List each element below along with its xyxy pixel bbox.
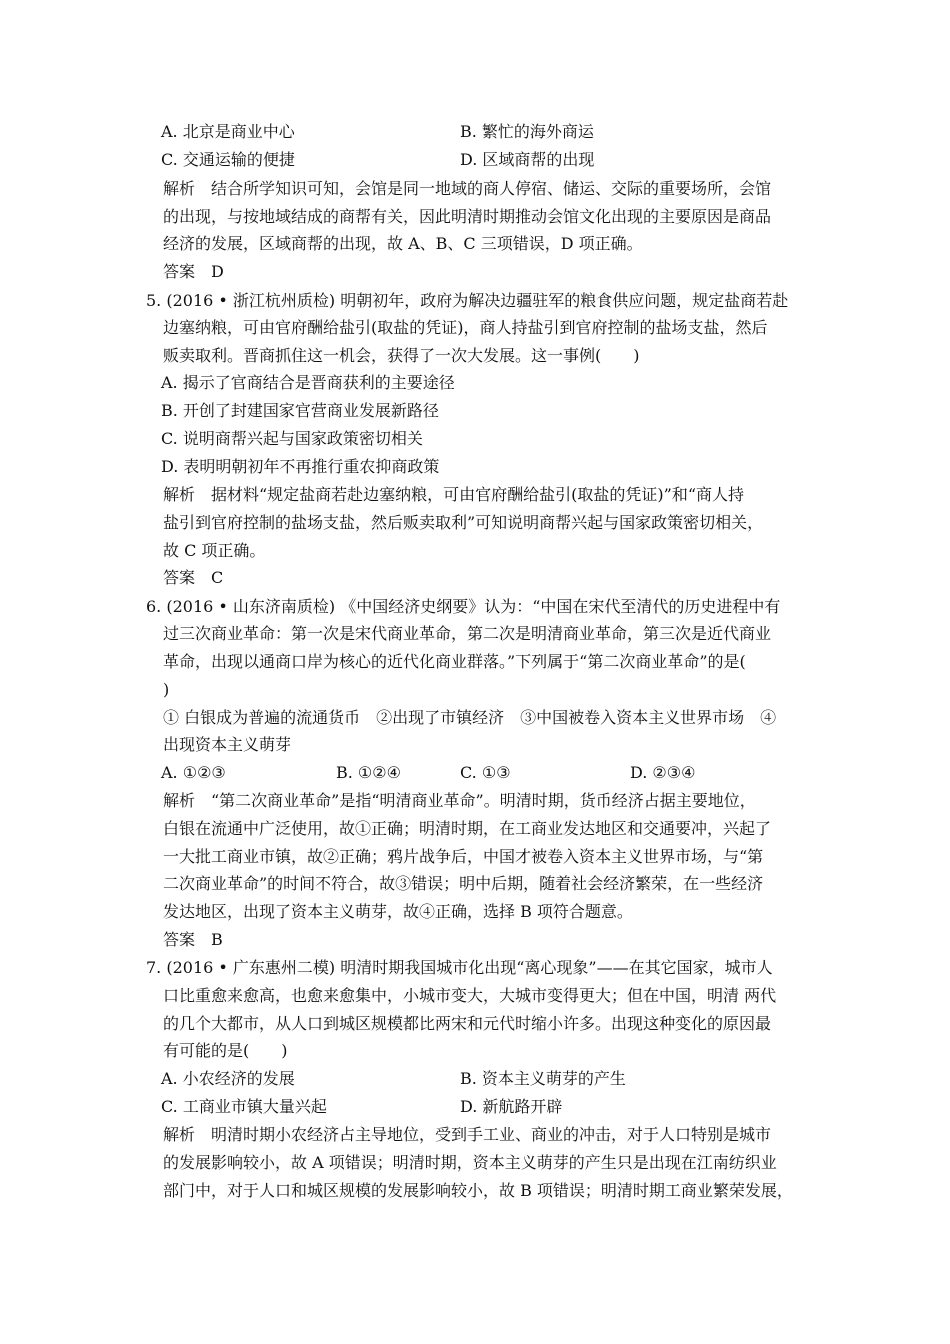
q7-explanation-line: 部门中，对于人口和城区规模的发展影响较小，故 B 项错误；明清时期工商业繁荣发展， — [163, 1181, 793, 1200]
q5-stem-line: 贩卖取利。晋商抓住这一机会，获得了一次大发展。这一事例( ) — [163, 346, 640, 365]
q6-option-b: B. ①②④ — [336, 763, 401, 782]
q7-option-d: D. 新航路开辟 — [460, 1097, 563, 1116]
q6-explanation-line: 发达地区，出现了资本主义萌芽，故④正确，选择 B 项符合题意。 — [163, 902, 633, 921]
q7-option-b: B. 资本主义萌芽的产生 — [460, 1069, 626, 1088]
q4-explanation-line: 经济的发展，区域商帮的出现，故 A、B、C 三项错误，D 项正确。 — [163, 234, 643, 253]
q4-option-d: D. 区域商帮的出现 — [460, 150, 595, 169]
q6-explanation-line: 解析 “第二次商业革命”是指“明清商业革命”。明清时期，货币经济占据主要地位， — [163, 791, 756, 810]
q6-stem-line: 6. (2016 • 山东济南质检) 《中国经济史纲要》认为：“中国在宋代至清代的历史进程中有 — [146, 597, 781, 616]
q5-stem-line: 边塞纳粮，可由官府酬给盐引(取盐的凭证)，商人持盐引到官府控制的盐场支盐，然后 — [163, 318, 768, 337]
q6-stem-line: 革命，出现以通商口岸为核心的近代化商业群落。”下列属于“第二次商业革命”的是( — [163, 652, 746, 671]
q4-option-b: B. 繁忙的海外商运 — [460, 122, 594, 141]
q4-option-c: C. 交通运输的便捷 — [161, 150, 295, 169]
q7-option-a: A. 小农经济的发展 — [161, 1069, 295, 1088]
q5-explanation-line: 盐引到官府控制的盐场支盐，然后贩卖取利”可知说明商帮兴起与国家政策密切相关， — [163, 513, 764, 532]
q6-option-d: D. ②③④ — [630, 763, 696, 782]
q5-stem-line: 5. (2016 • 浙江杭州质检) 明朝初年，政府为解决边疆驻军的粮食供应问题，规定盐商若赴 — [146, 291, 789, 310]
q7-option-c: C. 工商业市镇大量兴起 — [161, 1097, 327, 1116]
q6-answer: 答案 B — [163, 930, 223, 949]
q5-option-d: D. 表明明朝初年不再推行重农抑商政策 — [161, 457, 440, 476]
q6-option-a: A. ①②③ — [161, 763, 226, 782]
q5-option-c: C. 说明商帮兴起与国家政策密切相关 — [161, 429, 423, 448]
q7-stem-line: 7. (2016 • 广东惠州二模) 明清时期我国城市化出现“离心现象”——在其它国家，城市人 — [146, 958, 773, 977]
q6-item-line: 出现资本主义萌芽 — [163, 735, 292, 754]
q6-option-c: C. ①③ — [460, 763, 511, 782]
q7-explanation-line: 的发展影响较小，故 A 项错误；明清时期，资本主义萌芽的产生只是出现在江南纺织业 — [163, 1153, 777, 1172]
q7-stem-line: 的几个大都市，从人口到城区规模都比两宋和元代时缩小许多。出现这种变化的原因最 — [163, 1014, 772, 1033]
q6-stem-line: ) — [163, 680, 170, 699]
q5-option-b: B. 开创了封建国家官营商业发展新路径 — [161, 401, 439, 420]
q6-item-line: ① 白银成为普遍的流通货币 ②出现了市镇经济 ③中国被卷入资本主义世界市场 ④ — [163, 708, 777, 727]
q4-explanation-line: 解析 结合所学知识可知，会馆是同一地域的商人停宿、储运、交际的重要场所，会馆 — [163, 179, 772, 198]
q6-explanation-line: 二次商业革命”的时间不符合，故③错误；明中后期，随着社会经济繁荣，在一些经济 — [163, 874, 764, 893]
q7-stem-line: 有可能的是( ) — [163, 1041, 288, 1060]
q7-explanation-line: 解析 明清时期小农经济占主导地位，受到手工业、商业的冲击，对于人口特别是城市 — [163, 1125, 772, 1144]
q4-explanation-line: 的出现，与按地域结成的商帮有关，因此明清时期推动会馆文化出现的主要原因是商品 — [163, 207, 772, 226]
q6-stem-line: 过三次商业革命：第一次是宋代商业革命，第二次是明清商业革命，第三次是近代商业 — [163, 624, 772, 643]
q5-explanation-line: 故 C 项正确。 — [163, 541, 266, 560]
q5-answer: 答案 C — [163, 568, 224, 587]
q4-answer: 答案 D — [163, 262, 224, 281]
q6-explanation-line: 一大批工商业市镇，故②正确；鸦片战争后，中国才被卷入资本主义世界市场，与“第 — [163, 847, 764, 866]
q7-stem-line: 口比重愈来愈高，也愈来愈集中，小城市变大，大城市变得更大；但在中国，明清 两代 — [163, 986, 777, 1005]
q5-explanation-line: 解析 据材料“规定盐商若赴边塞纳粮，可由官府酬给盐引(取盐的凭证)”和“商人持 — [163, 485, 745, 504]
q4-option-a: A. 北京是商业中心 — [161, 122, 295, 141]
q5-option-a: A. 揭示了官商结合是晋商获利的主要途径 — [161, 373, 455, 392]
q6-explanation-line: 白银在流通中广泛使用，故①正确；明清时期，在工商业发达地区和交通要冲，兴起了 — [163, 819, 772, 838]
